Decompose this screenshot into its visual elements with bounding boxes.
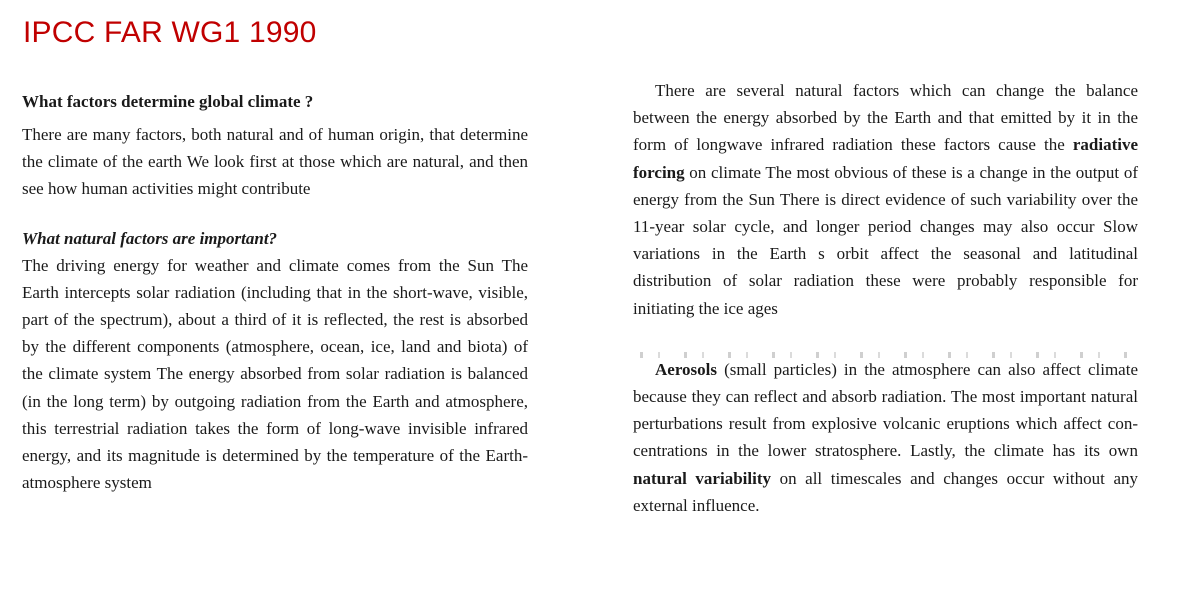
scan-artifact-line [640,352,1140,358]
term-natural-variability: natural variability [633,468,771,488]
right-text-column [633,77,1138,519]
text-segment: There are several natural factors which can change the balance between the energy absorbed by the Earth and that emitted by it in the form of longwave infrared radiation these factors cause the [633,81,1138,155]
heading-natural-factors: What natural factors are important? [22,228,278,248]
left-text-column [22,88,528,496]
paragraph-solar-energy: The driving energy for weather and climate comes from the Sun The Earth intercepts solar radiation (including that in the short-wave, visible, part of the spectrum), about a third of it is reflected, the rest is absorbed by the different components (atmosphere, ocean, ice, land and biota) of the climate system The energy absorbed from solar radiation is balanced (in the long term) by outgoing radiation from the Earth and atmosphere, this terrestrial radiation takes the form of long-wave invisible infrared energy, and its magnitude is determined by the temperature of the Earth-atmosphere system [22,255,528,493]
text-segment: on climate The most obvious of these is a change in the output of energy from the Sun There is direct evidence of such variability over the 11-year solar cycle, and longer period changes may also occur Slow variations in the Earth s orbit affect the seasonal and latitudinal distribution of solar radiation these were probably responsible for initiating the ice ages [633,162,1138,318]
term-aerosols: Aerosols [655,359,718,379]
paragraph-radiative-forcing [633,77,1138,322]
heading-global-climate-factors: What factors determine global climate ? [22,92,314,111]
text-segment: (small particles) in the atmosphere can also affect climate because they can reflect and absorb radiation. The most important natural perturbations result from explosive volcanic eruptions which affect con-centrations in the lower stratosphere. Lastly, the climate has its own [633,359,1138,461]
slide-title: IPCC FAR WG1 1990 [23,16,317,49]
paragraph-aerosols [633,356,1138,519]
term-radiative-forcing: radiative forcing [633,135,1138,182]
paragraph-factors-intro: There are many factors, both natural and of human origin, that determine the climate of the earth We look first at those which are natural, and then see how human activities might contribute [22,125,528,199]
text-segment: on all timescales and changes occur without any external influence. [633,468,1138,515]
